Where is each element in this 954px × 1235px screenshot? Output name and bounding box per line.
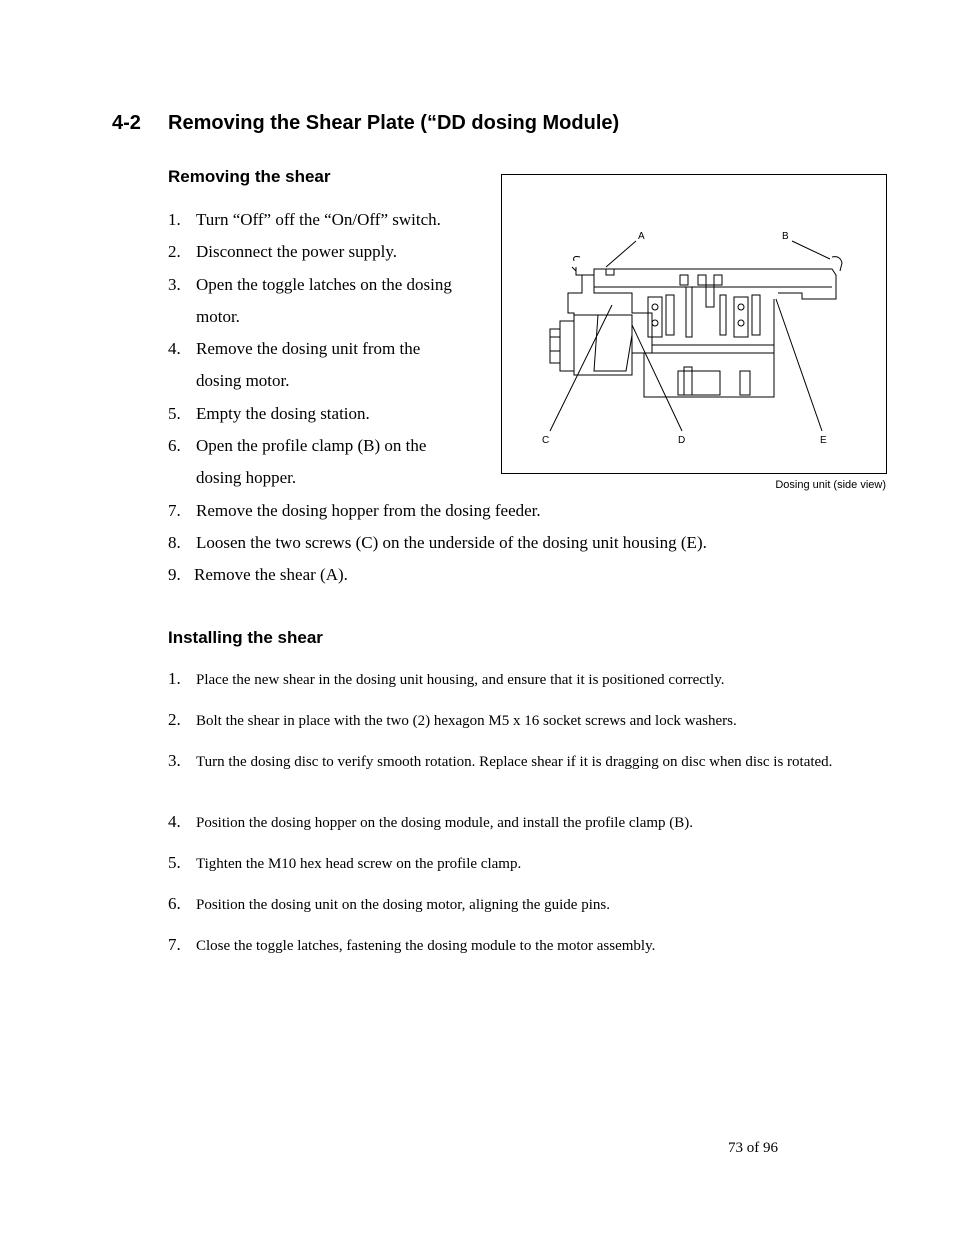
label-c: C — [542, 435, 550, 446]
drawing-screw-head — [652, 320, 658, 326]
drawing-top-inner — [594, 269, 832, 287]
step-text: Open the toggle latches on the dosing — [196, 275, 452, 294]
page-number: 73 of 96 — [728, 1140, 778, 1156]
step-text: Loosen the two screws (C) on the underside of the dosing unit housing (E). — [196, 533, 707, 552]
drawing-disc-top — [574, 315, 632, 353]
leader-line-e — [776, 299, 822, 431]
drawing-block — [714, 275, 722, 285]
step-number: 8. — [168, 533, 181, 552]
step-number: 3. — [168, 275, 181, 294]
step-text: Position the dosing hopper on the dosing module, and install the profile clamp (B). — [196, 815, 694, 831]
step-text: Remove the shear (A). — [194, 565, 348, 584]
drawing-pin — [740, 371, 750, 395]
leader-line-a — [606, 241, 636, 267]
drawing-connector — [550, 329, 560, 363]
drawing-flange-right — [832, 257, 842, 271]
step-text: Tighten the M10 hex head screw on the profile clamp. — [196, 856, 522, 872]
step-number: 6. — [168, 436, 181, 455]
drawing-screw-head — [738, 304, 744, 310]
step-text: motor. — [196, 307, 240, 326]
dosing-unit-drawing — [502, 175, 886, 473]
drawing-screw — [666, 295, 674, 335]
label-a: A — [638, 231, 645, 242]
step-number: 4. — [168, 339, 181, 358]
drawing-shaft-cap — [706, 285, 714, 307]
step-text: Turn the dosing disc to verify smooth rotation. Replace shear if it is dragging on disc when disc is rotated. — [196, 754, 833, 770]
step-text: Close the toggle latches, fastening the dosing module to the motor assembly. — [196, 938, 656, 954]
drawing-screw-housing — [734, 297, 748, 337]
drawing-screw — [752, 295, 760, 335]
section-title: Removing the Shear Plate (“DD dosing Module) — [168, 112, 620, 134]
step-number: 1. — [168, 210, 181, 229]
drawing-shear-a — [606, 269, 614, 275]
dosing-unit-figure — [501, 174, 887, 474]
step-text: Open the profile clamp (B) on the — [196, 436, 427, 455]
step-text: Turn “Off” off the “On/Off” switch. — [196, 210, 441, 229]
drawing-housing-inner — [594, 287, 652, 353]
step-number: 2. — [168, 710, 181, 729]
drawing-shaft — [686, 287, 692, 337]
drawing-block — [698, 275, 706, 285]
section-number: 4-2 — [112, 112, 141, 134]
label-b: B — [782, 231, 789, 242]
step-number: 7. — [168, 935, 181, 954]
step-text: Empty the dosing station. — [196, 404, 370, 423]
drawing-screw-head — [652, 304, 658, 310]
step-number: 5. — [168, 404, 181, 423]
step-text: Place the new shear in the dosing unit housing, and ensure that it is positioned correctly. — [196, 672, 725, 688]
step-number: 6. — [168, 894, 181, 913]
leader-line-b — [792, 241, 830, 259]
step-text: Bolt the shear in place with the two (2) hexagon M5 x 16 socket screws and lock washers. — [196, 713, 737, 729]
step-number: 7. — [168, 501, 181, 520]
drawing-disc — [594, 315, 632, 371]
drawing-connector-body — [560, 321, 574, 371]
figure-caption: Dosing unit (side view) — [775, 479, 886, 491]
step-text: Remove the dosing hopper from the dosing feeder. — [196, 501, 541, 520]
step-text: Disconnect the power supply. — [196, 242, 397, 261]
step-number: 1. — [168, 669, 181, 688]
step-number: 2. — [168, 242, 181, 261]
leader-line-c — [550, 305, 612, 431]
installing-heading: Installing the shear — [168, 628, 323, 647]
drawing-screw-housing — [648, 297, 662, 337]
step-number: 5. — [168, 853, 181, 872]
step-number: 9. — [168, 565, 181, 584]
leader-line-d — [632, 325, 682, 431]
removing-heading: Removing the shear — [168, 167, 331, 186]
label-e: E — [820, 435, 827, 446]
step-number: 3. — [168, 751, 181, 770]
step-text: Position the dosing unit on the dosing motor, aligning the guide pins. — [196, 897, 610, 913]
drawing-shaft — [720, 295, 726, 335]
step-text: Remove the dosing unit from the — [196, 339, 421, 358]
drawing-block — [680, 275, 688, 285]
step-text: dosing motor. — [196, 371, 290, 390]
step-text: dosing hopper. — [196, 468, 297, 487]
step-number: 4. — [168, 812, 181, 831]
label-d: D — [678, 435, 686, 446]
drawing-screw-head — [738, 320, 744, 326]
